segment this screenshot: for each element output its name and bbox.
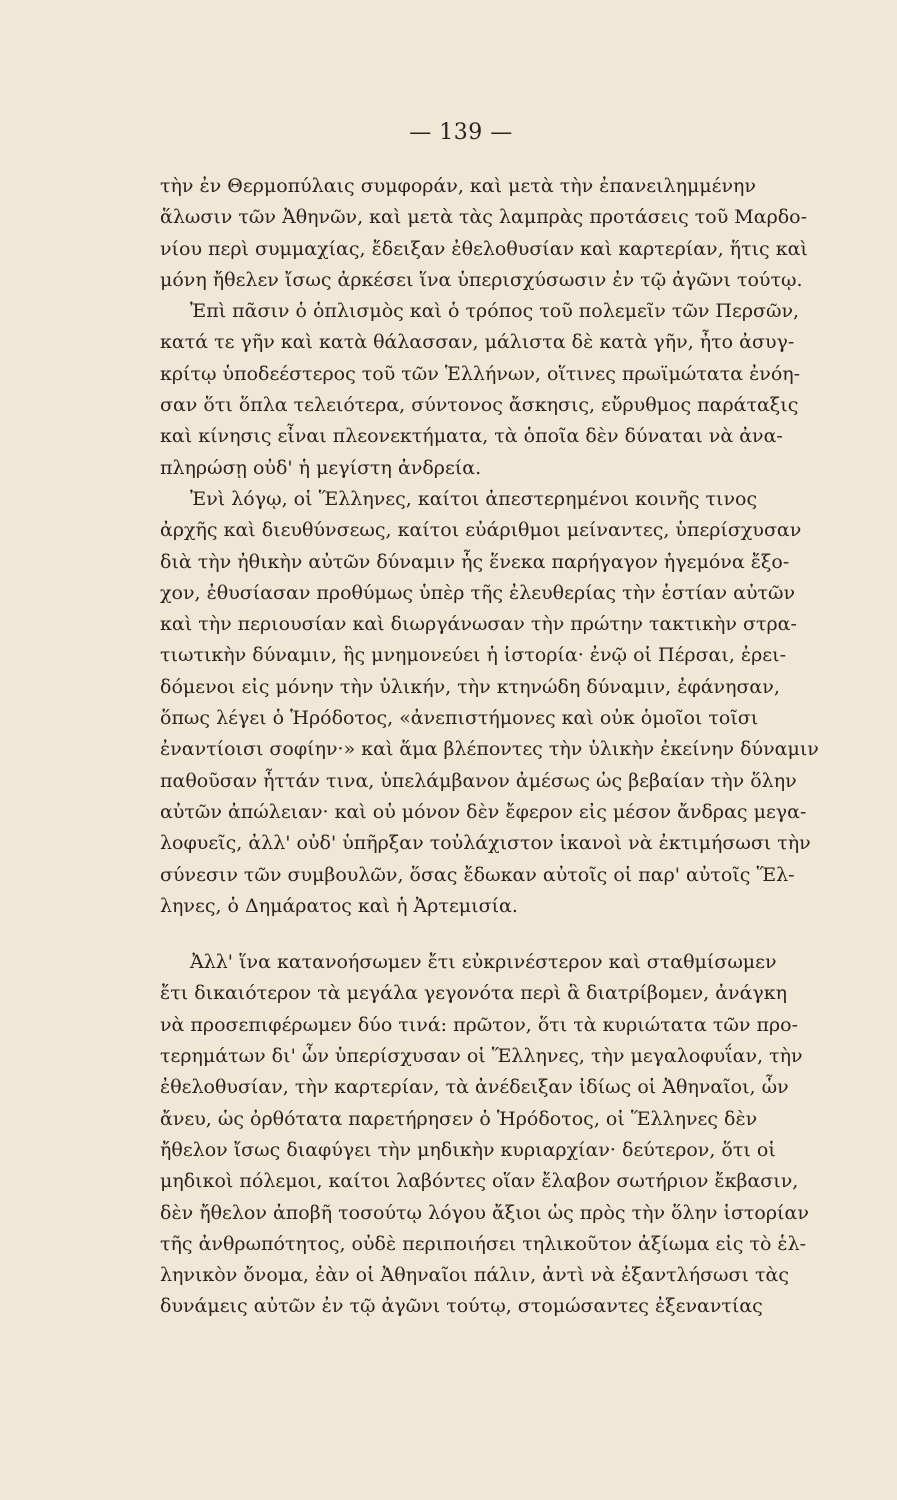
text-line: ἐναντίοισι σοφίην·» καὶ ἅμα βλέποντες τὴν ὑλικὴν ἐκείνην δύναμιν: [160, 738, 819, 761]
text-line: ἤθελον ἴσως διαφύγει τὴν μηδικὴν κυριαρχίαν· δεύτερον, ὅτι οἱ: [160, 1138, 776, 1161]
text-line: σαν ὅτι ὅπλα τελειότερα, σύντονος ἄσκησις, εὔρυθμος παράταξις: [160, 394, 799, 417]
text-line: καὶ κίνησις εἶναι πλεονεκτήματα, τὰ ὁποῖα δὲν δύναται νὰ ἀνα-: [160, 425, 783, 448]
text-line: πληρώσῃ οὐδ' ἡ μεγίστη ἀνδρεία.: [160, 456, 482, 479]
text-line: ὅπως λέγει ὁ Ἡρόδοτος, «ἀνεπιστήμονες καὶ οὐκ ὁμοῖοι τοῖσι: [160, 707, 759, 730]
text-line: τὴν ἐν Θερμοπύλαις συμφοράν, καὶ μετὰ τὴν ἐπανειλημμένην: [160, 175, 756, 197]
text-line: καὶ τὴν περιουσίαν καὶ διωργάνωσαν τὴν πρώτην τακτικὴν στρα-: [160, 613, 797, 636]
text-line: μόνη ἤθελεν ἴσως ἀρκέσει ἵνα ὑπερισχύσωσιν ἐν τῷ ἀγῶνι τούτῳ.: [160, 268, 803, 291]
text-line: λοφυεῖς, ἀλλ' οὐδ' ὑπῆρξαν τοὐλάχιστον ἱκανοὶ νὰ ἐκτιμήσωσι τὴν: [160, 832, 811, 855]
text-line: νὰ προσεπιφέρωμεν δύο τινά: πρῶτον, ὅτι τὰ κυριώτατα τῶν προ-: [160, 1013, 799, 1036]
text-line: κατά τε γῆν καὶ κατὰ θάλασσαν, μάλιστα δὲ κατὰ γῆν, ἦτο ἀσυγ-: [160, 331, 795, 354]
text-line: χον, ἐθυσίασαν προθύμως ὑπὲρ τῆς ἐλευθερίας τὴν ἑστίαν αὐτῶν: [160, 581, 796, 604]
text-line: κρίτῳ ὑποδεέστερος τοῦ τῶν Ἑλλήνων, οἵτινες πρωϊμώτατα ἐνόη-: [160, 362, 801, 385]
text-line: παθοῦσαν ἧττάν τινα, ὑπελάμβανον ἀμέσως ὡς βεβαίαν τὴν ὅλην: [160, 769, 797, 792]
paragraph-1: [160, 171, 808, 296]
text-line: ἔτι δικαιότερον τὰ μεγάλα γεγονότα περὶ ἃ διατρίβομεν, ἀνάγκη: [160, 982, 788, 1005]
text-line: τῆς ἀνθρωπότητος, οὐδὲ περιποιήσει τηλικοῦτον ἀξίωμα εἰς τὸ ἑλ-: [160, 1232, 807, 1255]
text-line: δυνάμεις αὐτῶν ἐν τῷ ἀγῶνι τούτῳ, στομώσαντες ἐξεναντίας: [160, 1295, 763, 1318]
text-line: ἄνευ, ὡς ὀρθότατα παρετήρησεν ὁ Ἡρόδοτος, οἱ Ἕλληνες δὲν: [160, 1107, 758, 1130]
text-line: μηδικοὶ πόλεμοι, καίτοι λαβόντες οἵαν ἔλαβον σωτήριον ἔκβασιν,: [160, 1170, 799, 1193]
paragraph-3: [160, 484, 819, 922]
text-line: τιωτικὴν δύναμιν, ἣς μνημονεύει ἡ ἱστορία· ἐνῷ οἱ Πέρσαι, ἐρει-: [160, 644, 786, 667]
text-line: ληνες, ὁ Δημάρατος καὶ ἡ Ἀρτεμισία.: [160, 894, 518, 917]
text-line: νίου περὶ συμμαχίας, ἔδειξαν ἐθελοθυσίαν καὶ καρτερίαν, ἥτις καὶ: [160, 237, 808, 260]
text-line: τερημάτων δι' ὧν ὑπερίσχυσαν οἱ Ἕλληνες, τὴν μεγαλοφυΐαν, τὴν: [160, 1045, 803, 1068]
text-line: ληνικὸν ὄνομα, ἐὰν οἱ Ἀθηναῖοι πάλιν, ἀντὶ νὰ ἐξαντλήσωσι τὰς: [160, 1264, 789, 1287]
text-line: αὐτῶν ἀπώλειαν· καὶ οὐ μόνον δὲν ἔφερον εἰς μέσον ἄνδρας μεγα-: [160, 800, 807, 823]
paragraph-2: [160, 296, 801, 484]
text-line: Ἐπὶ πᾶσιν ὁ ὁπλισμὸς καὶ ὁ τρόπος τοῦ πολεμεῖν τῶν Περσῶν,: [190, 300, 800, 323]
text-line: Ἀλλ' ἵνα κατανοήσωμεν ἔτι εὐκρινέστερον καὶ σταθμίσωμεν: [190, 951, 777, 974]
text-line: δόμενοι εἰς μόνην τὴν ὑλικήν, τὴν κτηνώδη δύναμιν, ἐφάνησαν,: [160, 675, 780, 698]
text-line: διὰ τὴν ἠθικὴν αὐτῶν δύναμιν ἧς ἕνεκα παρήγαγον ἡγεμόνα ἔξο-: [160, 550, 790, 573]
paragraph-4: [160, 947, 809, 1323]
text-line: δὲν ἤθελον ἀποβῆ τοσούτῳ λόγου ἄξιοι ὡς πρὸς τὴν ὅλην ἱστορίαν: [160, 1201, 809, 1224]
text-line: ἀρχῆς καὶ διευθύνσεως, καίτοι εὐάριθμοι μείναντες, ὑπερίσχυσαν: [160, 519, 802, 542]
text-line: σύνεσιν τῶν συμβουλῶν, ὅσας ἔδωκαν αὐτοῖς οἱ παρ' αὐτοῖς Ἕλ-: [160, 863, 795, 886]
text-line: Ἐνὶ λόγῳ, οἱ Ἕλληνες, καίτοι ἀπεστερημένοι κοινῆς τινος: [190, 487, 758, 510]
page-number: — 139 —: [409, 120, 513, 145]
text-line: ἅλωσιν τῶν Ἀθηνῶν, καὶ μετὰ τὰς λαμπρὰς προτάσεις τοῦ Μαρδο-: [160, 206, 808, 229]
text-line: ἐθελοθυσίαν, τὴν καρτερίαν, τὰ ἀνέδειξαν ἰδίως οἱ Ἀθηναῖοι, ὧν: [160, 1076, 789, 1099]
